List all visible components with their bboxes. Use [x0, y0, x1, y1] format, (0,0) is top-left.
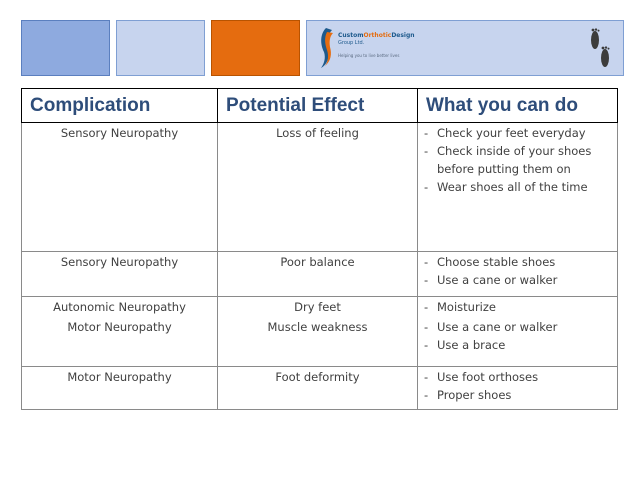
effect-cell: Loss of feeling	[218, 123, 418, 252]
complication-cell: Motor Neuropathy	[22, 367, 218, 410]
logo-mark-icon	[318, 26, 334, 70]
complication-cell: Autonomic Neuropathy	[22, 297, 218, 317]
company-logo	[318, 26, 424, 70]
action-item: - Wear shoes all of the time	[424, 178, 613, 196]
table-row	[22, 367, 618, 410]
actions-cell	[418, 123, 618, 252]
action-item: - Proper shoes	[424, 386, 613, 404]
actions-cell	[418, 252, 618, 297]
effect-cell: Muscle weakness	[218, 317, 418, 367]
column-header-complication: Complication	[22, 89, 218, 123]
action-item: - Check your feet everyday	[424, 124, 613, 142]
effect-cell: Poor balance	[218, 252, 418, 297]
column-header-effect: Potential Effect	[218, 89, 418, 123]
column-header-actions: What you can do	[418, 89, 618, 123]
action-item: - Check inside of your shoes before putting them on	[424, 142, 613, 178]
actions-cell	[418, 367, 618, 410]
header-tile-light-blue	[116, 20, 205, 76]
effect-cell: Dry feet	[218, 297, 418, 317]
action-item: - Use foot orthoses	[424, 368, 613, 386]
action-item: - Choose stable shoes	[424, 253, 613, 271]
table-header-row	[22, 89, 618, 123]
table-row	[22, 252, 618, 297]
complication-cell: Motor Neuropathy	[22, 317, 218, 367]
complications-table	[21, 88, 618, 410]
logo-name: CustomOrthoticDesign	[338, 32, 415, 39]
footprints-icon	[587, 28, 613, 72]
complication-cell: Sensory Neuropathy	[22, 123, 218, 252]
effect-cell: Foot deformity	[218, 367, 418, 410]
header-tile-orange	[211, 20, 300, 76]
logo-subline: Group Ltd.	[338, 40, 365, 46]
actions-cell	[418, 297, 618, 317]
complication-cell: Sensory Neuropathy	[22, 252, 218, 297]
action-item: - Use a cane or walker	[424, 271, 613, 289]
header-tile-blue	[21, 20, 110, 76]
logo-tagline: Helping you to live better lives	[338, 53, 400, 58]
action-item: - Use a brace	[424, 336, 613, 354]
action-item: - Moisturize	[424, 298, 613, 316]
actions-cell	[418, 317, 618, 367]
action-item: - Use a cane or walker	[424, 318, 613, 336]
table-row	[22, 123, 618, 252]
table-row	[22, 297, 618, 317]
table-row	[22, 317, 618, 367]
